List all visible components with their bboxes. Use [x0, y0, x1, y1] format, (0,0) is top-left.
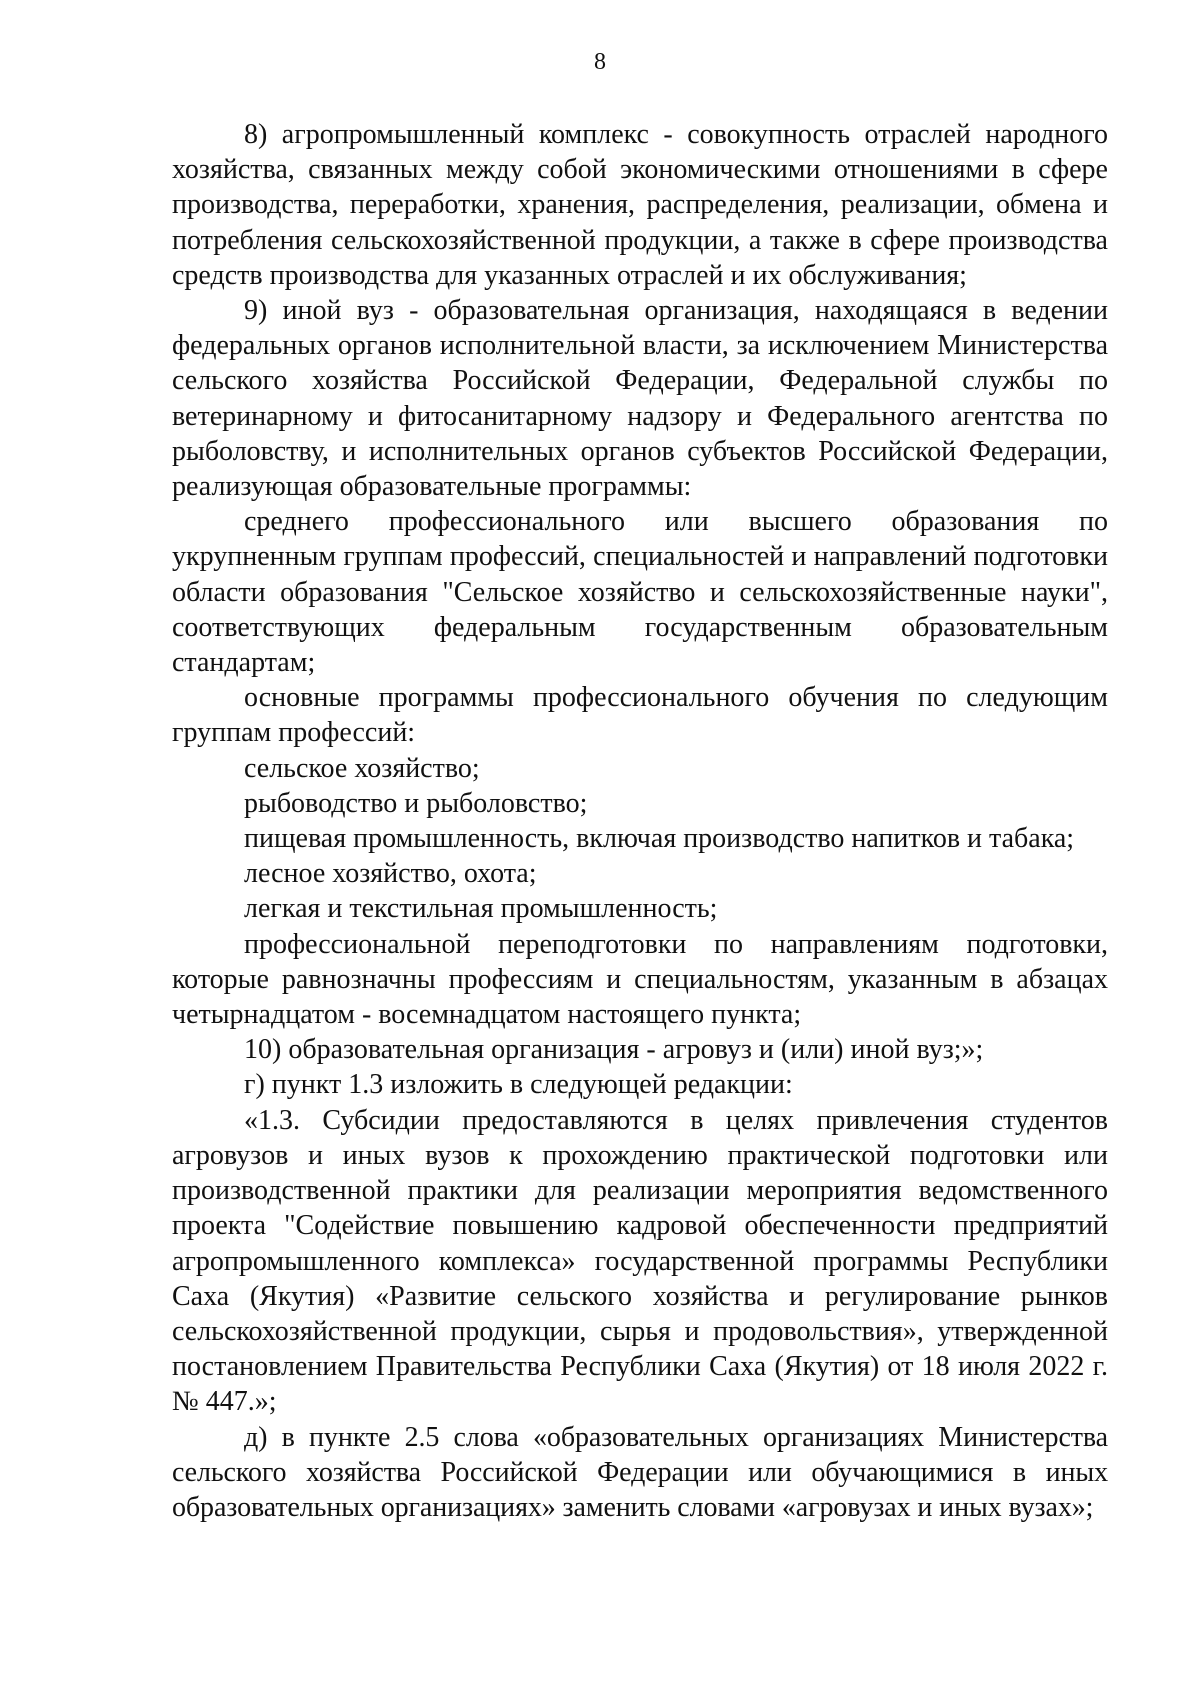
list-item-light-textile-industry: легкая и текстильная промышленность; — [244, 893, 718, 925]
document-body — [172, 117, 1108, 1525]
paragraph-item-10-educational-org: 10) образовательная организация - агровуз и (или) иной вуз;»; — [244, 1034, 984, 1066]
list-item-fish-farming: рыбоводство и рыболовство; — [244, 787, 588, 819]
paragraph-subitem-g: г) пункт 1.3 изложить в следующей редакции: — [244, 1069, 793, 1101]
list-item-agriculture: сельское хозяйство; — [244, 752, 480, 784]
paragraph-clause-1-3: «1.3. Субсидии предоставляются в целях привлечения студентов агровузов и иных вузов к прохождению практической подготовки или производственной практики для реализации мероприятия ведомственного проекта "Содействие повышению кадровой обеспеченности предприятий агропромышленного комплекса» государственной программы Республики Саха (Якутия) «Развитие сельского хозяйства и регулирование рынков сельскохозяйственной продукции, сырья и продовольствия», утвержденной постановлением Правительства Республики Саха (Якутия) от 18 июля 2022 г. № 447.»; — [172, 1104, 1108, 1418]
paragraph-item-9-other-university: 9) иной вуз - образовательная организация, находящаяся в ведении федеральных органов исполнительной власти, за исключением Министерства сельского хозяйства Российской Федерации, Федеральной службы по ветеринарному и фитосанитарному надзору и Федерального агентства по рыболовству, и исполнительных органов субъектов Российской Федерации, реализующая образовательные программы: — [172, 295, 1108, 503]
paragraph-subitem-d: д) в пункте 2.5 слова «образовательных организациях Министерства сельского хозяйства Российской Федерации или обучающимися в иных образовательных организациях» заменить словами «агровузах и иных вузах»; — [172, 1421, 1108, 1523]
paragraph-professional-retraining: профессиональной переподготовки по направлениям подготовки, которые равнозначны профессиям и специальностям, указанным в абзацах четырнадцатом - восемнадцатом настоящего пункта; — [172, 928, 1108, 1031]
page-number: 8 — [594, 49, 606, 75]
paragraph-item-8-agro-complex: 8) агропромышленный комплекс - совокупность отраслей народного хозяйства, связанных между собой экономическими отношениями в сфере производства, переработки, хранения, распределения, реализации, обмена и потребления сельскохозяйственной продукции, а также в сфере производства средств производства для указанных отраслей и их обслуживания; — [172, 119, 1108, 291]
list-item-food-industry: пищевая промышленность, включая производство напитков и табака; — [244, 823, 1075, 855]
paragraph-secondary-higher-education: среднего профессионального или высшего образования по укрупненным группам профессий, специальностей и направлений подготовки области образования "Сельское хозяйство и сельскохозяйственные науки", соответствующих федеральным государственным образовательным стандартам; — [172, 506, 1108, 679]
paragraph-basic-training-programs: основные программы профессионального обучения по следующим группам профессий: — [172, 682, 1108, 749]
list-item-forestry: лесное хозяйство, охота; — [244, 858, 537, 890]
